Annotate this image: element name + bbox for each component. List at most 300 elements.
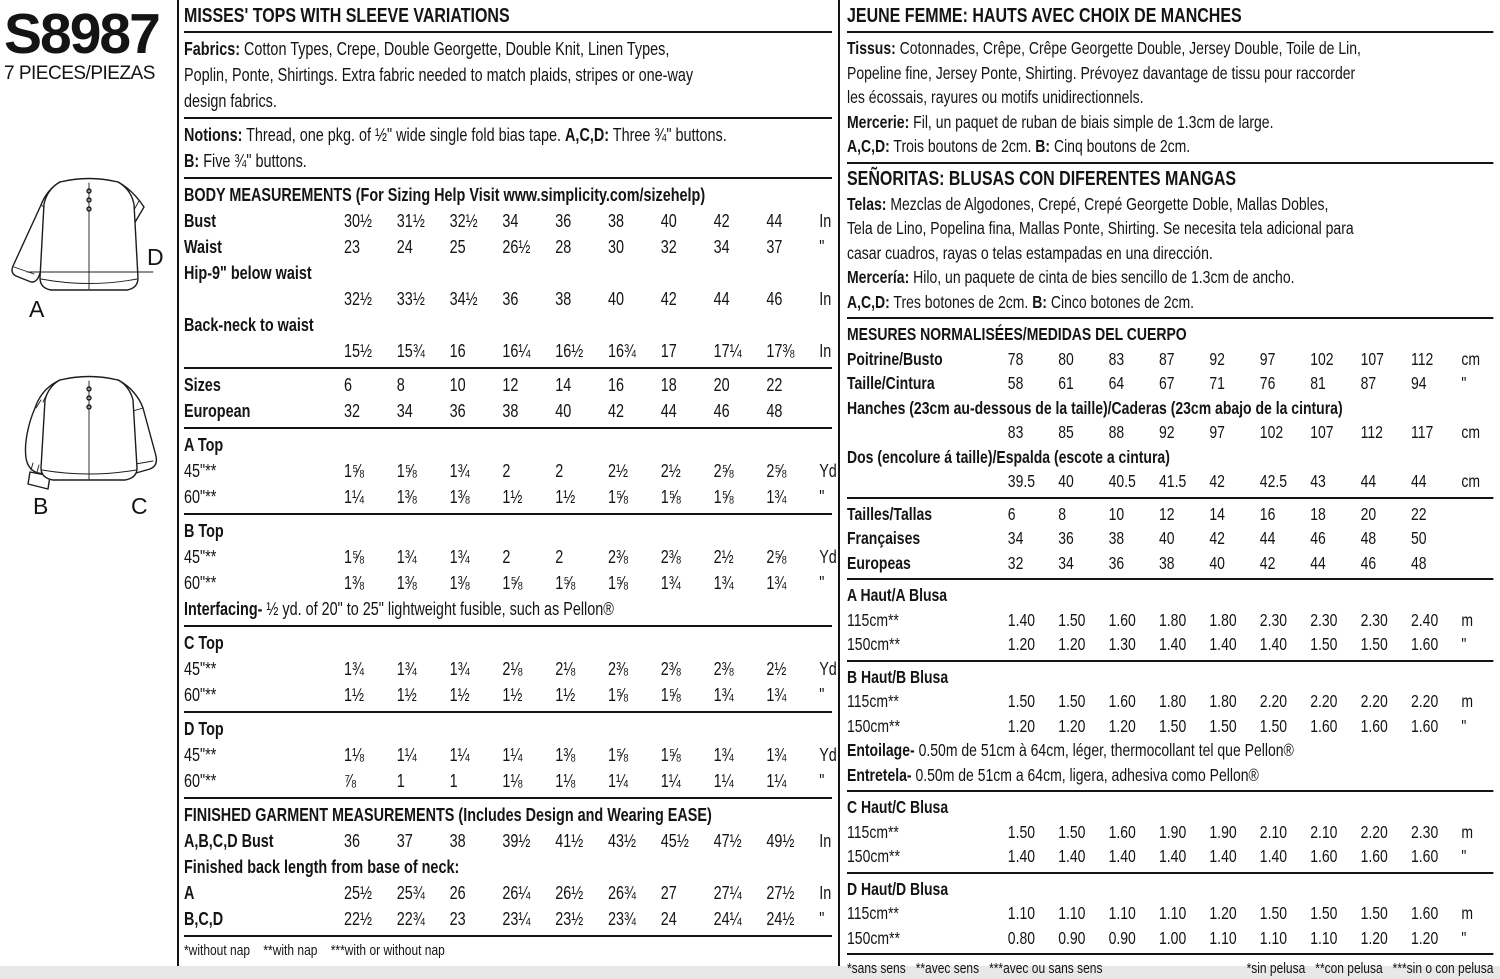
row-label: 150cm** <box>847 715 900 736</box>
row-value: 1.40 <box>1007 846 1036 866</box>
row-value: 30½ <box>344 211 373 231</box>
row-value: 1.50 <box>1058 609 1086 630</box>
row-label: 115cm** <box>847 609 899 630</box>
row-unit <box>1461 526 1493 551</box>
row-value: 97 <box>1259 348 1276 369</box>
sizes-table <box>184 372 832 424</box>
row-value: 34 <box>1058 552 1074 573</box>
row-value: 2⅜ <box>608 547 629 567</box>
text: 0.50m de 51cm a 64cm, ligera, adhesiva como Pellon® <box>911 764 1259 785</box>
row-value: 2.10 <box>1310 821 1338 842</box>
entretela-note <box>847 763 1493 788</box>
row-value: 22 <box>1411 503 1427 524</box>
row-value: 1⅜ <box>449 573 470 593</box>
section-rule <box>847 872 1493 874</box>
row-value: 1.10 <box>1108 903 1136 923</box>
row-value: 32 <box>1007 552 1024 573</box>
row-value: 2.40 <box>1411 609 1439 630</box>
row-value: 27¼ <box>713 883 742 903</box>
row-value: 1.50 <box>1007 691 1036 711</box>
row-value: 16½ <box>555 341 584 361</box>
bold-text: Entoilage- <box>847 740 915 760</box>
row-value: 25 <box>449 237 466 257</box>
tissus-paragraph <box>847 36 1493 110</box>
row-unit: " <box>819 573 825 593</box>
row-value: 1.50 <box>1310 634 1338 654</box>
row-unit: cm <box>1461 471 1481 491</box>
bold-text: Notions: <box>184 125 243 145</box>
text: Cotton Types, Crepe, Double Georgette, Double Knit, Linen Types, <box>240 39 670 59</box>
row-value: 64 <box>1108 373 1125 393</box>
body-measurements-table <box>184 182 832 364</box>
row-value: 1.60 <box>1411 634 1439 654</box>
table-row <box>184 398 832 424</box>
row-value: 1¼ <box>344 487 365 507</box>
row-header: A Top <box>184 435 224 455</box>
text: Cinq boutons de 2cm. <box>1050 136 1191 156</box>
bold-text: A,C,D: <box>565 125 610 145</box>
row-value: 1⅝ <box>608 573 629 593</box>
section-rule <box>184 177 832 179</box>
table-row <box>184 484 832 510</box>
row-label: 60"** <box>184 685 217 705</box>
row-value: 1¼ <box>502 745 523 765</box>
row-value: 97 <box>1209 422 1225 442</box>
row-value: 44 <box>1360 471 1377 491</box>
row-value: 2 <box>555 461 564 481</box>
table-row <box>847 901 1493 926</box>
row-value: 23¼ <box>502 909 531 929</box>
section-rule <box>847 578 1493 580</box>
row-value: 71 <box>1209 373 1225 393</box>
row-label <box>847 420 1008 445</box>
row-value: 1.60 <box>1360 715 1388 736</box>
row-value: 83 <box>1108 348 1125 369</box>
table-row <box>184 458 837 484</box>
bold-text: Entretela- <box>847 764 912 785</box>
row-value: 46 <box>1310 528 1326 548</box>
table-row <box>184 828 832 854</box>
bold-text: B: <box>184 151 200 171</box>
row-value: 1¾ <box>396 547 417 567</box>
row-value: 1¾ <box>766 487 787 507</box>
table-row <box>847 632 1493 657</box>
row-value: 1.50 <box>1209 715 1237 736</box>
table-header-row <box>847 396 1493 421</box>
row-label <box>184 338 344 364</box>
row-value: 1.60 <box>1108 609 1136 630</box>
text: Mezclas de Algodones, Crepé, Crepé Georgette Doble, Mallas Dobles, <box>886 193 1329 214</box>
row-label: 60"** <box>184 573 217 593</box>
row-value: 1.20 <box>1360 927 1388 948</box>
row-value: 14 <box>555 375 572 395</box>
bold-text: A,C,D: <box>847 291 890 312</box>
row-value: 26 <box>449 883 466 903</box>
row-value: 42 <box>713 211 730 231</box>
row-value: 24¼ <box>713 909 742 929</box>
text: Poplin, Ponte, Shirtings. Extra fabric needed to match plaids, stripes or one-way <box>184 65 694 85</box>
table-header-row <box>847 665 1493 690</box>
row-value: 1⅛ <box>555 771 576 791</box>
row-label: Poitrine/Busto <box>847 348 943 369</box>
row-value: 1.60 <box>1411 715 1439 736</box>
row-value: 2⅛ <box>502 659 523 679</box>
bold-text: Tissus: <box>847 38 896 58</box>
row-label: 150cm** <box>847 634 900 654</box>
fabrics-paragraph <box>184 36 832 114</box>
row-value: 1¼ <box>766 771 787 791</box>
row-value: 58 <box>1007 373 1024 393</box>
row-value: 0.80 <box>1007 927 1036 948</box>
row-value: 50 <box>1411 528 1427 548</box>
row-label <box>847 469 1008 494</box>
text: Three ¾" buttons. <box>609 125 727 145</box>
text: les écossais, rayures ou motifs unidirectionnels. <box>847 87 1144 107</box>
row-value: 15¾ <box>396 341 425 361</box>
row-value: 44 <box>1310 552 1326 573</box>
row-header: B Top <box>184 521 224 541</box>
row-value: 87 <box>1159 348 1175 369</box>
row-value: 17⅜ <box>766 341 795 361</box>
row-unit: In <box>819 211 832 231</box>
table-header-row <box>847 322 1493 347</box>
row-label: 45"** <box>184 547 217 567</box>
row-value: 30 <box>608 237 625 257</box>
table-header-row <box>847 445 1493 470</box>
row-value: 2 <box>502 461 511 481</box>
text: Cotonnades, Crêpe, Crêpe Georgette Double, Jersey Double, Toile de Lin, <box>895 38 1361 58</box>
row-value: 38 <box>1159 552 1175 573</box>
row-value: 117 <box>1411 422 1434 442</box>
row-value: 44 <box>1259 528 1276 548</box>
row-value: 2.30 <box>1411 821 1439 842</box>
row-unit: cm <box>1461 348 1481 369</box>
table-row <box>847 469 1493 494</box>
section-rule <box>847 790 1493 792</box>
row-header: MESURES NORMALISÉES/MEDIDAS DEL CUERPO <box>847 324 1187 344</box>
section-rule <box>847 162 1493 164</box>
row-value: 1⅜ <box>396 487 417 507</box>
text: Trois boutons de 2cm. <box>889 136 1036 156</box>
table-header-row <box>184 716 832 742</box>
row-value: 1⅝ <box>660 487 681 507</box>
table-row <box>184 906 832 932</box>
row-value: 76 <box>1259 373 1276 393</box>
row-value: 107 <box>1310 422 1334 442</box>
table-header-row <box>184 630 832 656</box>
row-value: 1.60 <box>1310 715 1338 736</box>
row-value: 1¼ <box>660 771 681 791</box>
row-value: 61 <box>1058 373 1074 393</box>
row-value: 83 <box>1007 422 1024 442</box>
row-value: 27½ <box>766 883 795 903</box>
row-value: 1.20 <box>1058 634 1086 654</box>
d-haut-metrage-table <box>847 877 1493 951</box>
table-header-row <box>184 432 832 458</box>
english-footnote: *without nap **with nap ***with or without nap <box>184 942 445 959</box>
row-value: 1.10 <box>1007 903 1036 923</box>
table-row <box>847 502 1493 527</box>
row-value: 1⅝ <box>555 573 576 593</box>
table-row <box>847 420 1493 445</box>
row-value: 41½ <box>555 831 584 851</box>
row-value: 1¼ <box>608 771 629 791</box>
row-unit: m <box>1461 609 1474 630</box>
row-value: 36 <box>502 289 519 309</box>
row-value: 28 <box>555 237 572 257</box>
french-spanish-section <box>847 0 1494 977</box>
mercerie-paragraph <box>847 110 1493 135</box>
row-value: ⅞ <box>344 771 357 791</box>
bold-text: B: <box>1035 136 1051 156</box>
row-value: 46 <box>766 289 783 309</box>
row-value: 38 <box>1108 528 1125 548</box>
row-value: 1.50 <box>1310 903 1338 923</box>
row-value: 46 <box>713 401 730 421</box>
row-value: 1.00 <box>1159 927 1187 948</box>
row-value: 1.40 <box>1007 609 1036 630</box>
row-value: 1¼ <box>713 771 734 791</box>
bold-text: Telas: <box>847 193 887 214</box>
row-value: 1⅜ <box>396 573 417 593</box>
finished-garment-table <box>184 802 832 932</box>
section-rule <box>847 317 1493 319</box>
row-value: 1.60 <box>1108 691 1136 711</box>
row-value: 1⅜ <box>344 573 365 593</box>
row-value: 1.50 <box>1360 903 1388 923</box>
row-value: 44 <box>713 289 730 309</box>
row-value: 39½ <box>502 831 531 851</box>
row-label: 150cm** <box>847 927 900 948</box>
row-value: 12 <box>502 375 519 395</box>
row-value: 1.40 <box>1209 846 1237 866</box>
row-unit: In <box>819 883 832 903</box>
row-value: 1½ <box>344 685 365 705</box>
row-value: 112 <box>1411 348 1434 369</box>
row-header: Dos (encolure á taille)/Espalda (escote a cintura) <box>847 446 1170 467</box>
row-value: 1.40 <box>1159 846 1187 866</box>
bold-text: Interfacing- <box>184 599 263 619</box>
row-value: 40 <box>555 401 572 421</box>
row-value: 2⅜ <box>660 547 681 567</box>
row-header: C Haut/C Blusa <box>847 797 949 817</box>
text: Thread, one pkg. of ½" wide single fold bias tape. <box>242 125 566 145</box>
c-haut-metrage-table <box>847 795 1493 869</box>
row-value: 1.60 <box>1411 903 1439 923</box>
row-value: 102 <box>1310 348 1334 369</box>
table-row <box>847 844 1493 869</box>
table-row <box>184 208 832 234</box>
text: Cinco botones de 2cm. <box>1046 291 1195 312</box>
row-value: 18 <box>1310 503 1326 524</box>
row-value: 36 <box>344 831 361 851</box>
text: 0.50m de 51cm à 64cm, léger, thermocollant tel que Pellon® <box>914 740 1294 760</box>
row-value: 1¼ <box>396 745 417 765</box>
row-header: D Haut/D Blusa <box>847 878 949 899</box>
section-rule <box>847 497 1493 499</box>
bold-text: Mercerie: <box>847 111 910 132</box>
text: Popeline fine, Jersey Ponte, Shirting. Prévoyez davantage de tissu pour raccorder <box>847 62 1356 83</box>
row-label: Tailles/Tallas <box>847 503 933 524</box>
row-value: 1.80 <box>1159 691 1187 711</box>
row-value: 1⅝ <box>660 685 681 705</box>
spanish-title: SEÑORITAS: BLUSAS CON DIFERENTES MANGAS <box>847 167 1237 190</box>
row-value: 36 <box>555 211 572 231</box>
row-value: 92 <box>1209 348 1225 369</box>
row-value: 38 <box>555 289 572 309</box>
row-value: 46 <box>1360 552 1377 573</box>
text: Tres botones de 2cm. <box>889 291 1033 312</box>
row-label: A <box>184 883 195 903</box>
view-label-c: C <box>131 493 148 519</box>
row-value: 37 <box>396 831 413 851</box>
row-value: 45½ <box>660 831 689 851</box>
row-value: 18 <box>660 375 677 395</box>
row-value: 1.10 <box>1159 903 1187 923</box>
row-value: 24 <box>660 909 677 929</box>
row-label: Waist <box>184 237 222 257</box>
table-row <box>847 551 1493 576</box>
row-value: 2.20 <box>1259 691 1288 711</box>
row-value: 1.50 <box>1159 715 1187 736</box>
entoilage-note <box>847 738 1493 763</box>
table-row <box>847 526 1493 551</box>
table-row <box>184 372 832 398</box>
row-value: 40 <box>1058 471 1074 491</box>
row-value: 1⅛ <box>344 745 365 765</box>
b-top-yardage-table <box>184 518 837 596</box>
section-rule <box>184 117 832 119</box>
row-unit <box>819 398 832 424</box>
row-value: 34 <box>1007 528 1024 548</box>
row-value: 1⅝ <box>344 547 365 567</box>
row-value: 38 <box>449 831 466 851</box>
blouse-back-line-drawing-b-c <box>2 366 174 518</box>
row-value: 2⅝ <box>766 461 787 481</box>
row-value: 2½ <box>713 547 734 567</box>
row-value: 2 <box>502 547 511 567</box>
text: casar cuadros, rayas o telas estampadas en una dirección. <box>847 242 1213 263</box>
row-label: B,C,D <box>184 909 224 929</box>
row-value: 16¼ <box>502 341 531 361</box>
row-value: 42 <box>608 401 625 421</box>
botones-es-paragraph <box>847 290 1493 315</box>
row-value: 88 <box>1108 422 1125 442</box>
footnote-spanish: *sin pelusa **con pelusa ***sin o con pelusa <box>1246 960 1494 977</box>
blouse-back-line-drawing-a <box>2 172 174 324</box>
row-value: 1½ <box>449 685 470 705</box>
text: Hilo, un paquete de cinta de bies sencillo de 1.3cm de ancho. <box>909 267 1295 287</box>
section-rule <box>184 427 832 429</box>
row-value: 26½ <box>555 883 584 903</box>
row-unit: " <box>819 685 825 705</box>
table-header-row <box>184 312 832 338</box>
row-unit: In <box>819 341 832 361</box>
row-value: 39.5 <box>1007 471 1036 491</box>
row-value: 1⅝ <box>608 745 629 765</box>
row-label: European <box>184 401 251 421</box>
row-value: 1.60 <box>1411 846 1439 866</box>
row-value: 1¾ <box>449 461 470 481</box>
text: Five ¾" buttons. <box>199 151 307 171</box>
row-value: 44 <box>660 401 677 421</box>
row-value: 2.20 <box>1411 691 1439 711</box>
table-header-row <box>184 260 832 286</box>
row-value: 1⅜ <box>555 745 576 765</box>
tailles-table <box>847 502 1493 576</box>
row-value: 92 <box>1159 422 1175 442</box>
bold-text: Mercería: <box>847 267 910 287</box>
row-value: 49½ <box>766 831 795 851</box>
table-row <box>847 820 1493 845</box>
row-value: 1¾ <box>713 685 734 705</box>
b-haut-metrage-table <box>847 665 1493 739</box>
pattern-number: S8987 <box>4 2 159 66</box>
row-unit: Yd <box>819 745 837 765</box>
row-value: 2⅜ <box>608 659 629 679</box>
row-value: 26½ <box>502 237 531 257</box>
table-row <box>184 338 832 364</box>
row-value: 2⅝ <box>713 461 734 481</box>
row-header: D Top <box>184 719 224 739</box>
row-value: 38 <box>502 401 519 421</box>
row-unit: " <box>1461 715 1467 736</box>
row-header: Hanches (23cm au-dessous de la taille)/Caderas (23cm abajo de la cintura) <box>847 397 1343 418</box>
row-value: 14 <box>1209 503 1225 524</box>
row-header: FINISHED GARMENT MEASUREMENTS (Includes Design and Wearing EASE) <box>184 805 712 825</box>
table-header-row <box>184 854 832 880</box>
row-value: 16¾ <box>608 341 637 361</box>
table-row <box>847 608 1493 633</box>
section-rule <box>847 660 1493 662</box>
row-value: 31½ <box>396 211 425 231</box>
row-value: 40 <box>1159 528 1175 548</box>
row-value: 2½ <box>766 659 787 679</box>
row-value: 1.50 <box>1259 715 1288 736</box>
english-section <box>184 0 837 966</box>
row-value: 42.5 <box>1259 471 1288 491</box>
row-value: 10 <box>449 375 466 395</box>
row-value: 78 <box>1007 348 1024 369</box>
row-value: 1.20 <box>1209 903 1237 923</box>
row-label: Bust <box>184 211 216 231</box>
view-label-a: A <box>29 296 45 322</box>
row-value: 81 <box>1310 373 1326 393</box>
row-value: 1¼ <box>449 745 470 765</box>
row-value: 2⅜ <box>713 659 734 679</box>
row-value: 20 <box>1360 503 1377 524</box>
d-top-yardage-table <box>184 716 837 794</box>
row-value: 1¾ <box>344 659 365 679</box>
french-title: JEUNE FEMME: HAUTS AVEC CHOIX DE MANCHES <box>847 2 1493 33</box>
row-value: 2.30 <box>1310 609 1338 630</box>
left-column <box>0 0 176 966</box>
row-header: Hip-9" below waist <box>184 263 312 283</box>
row-value: 44 <box>766 211 783 231</box>
row-value: 0.90 <box>1058 927 1086 948</box>
row-value: 2⅛ <box>555 659 576 679</box>
row-header: Finished back length from base of neck: <box>184 857 460 877</box>
row-value: 24 <box>396 237 413 257</box>
row-header: A Haut/A Blusa <box>847 585 948 605</box>
row-value: 1.40 <box>1159 634 1187 654</box>
row-value: 38 <box>608 211 625 231</box>
row-label: 115cm** <box>847 821 899 842</box>
row-unit: m <box>1461 821 1474 842</box>
interfacing-note <box>184 596 832 622</box>
row-label: 115cm** <box>847 903 899 923</box>
row-value: 40 <box>608 289 625 309</box>
